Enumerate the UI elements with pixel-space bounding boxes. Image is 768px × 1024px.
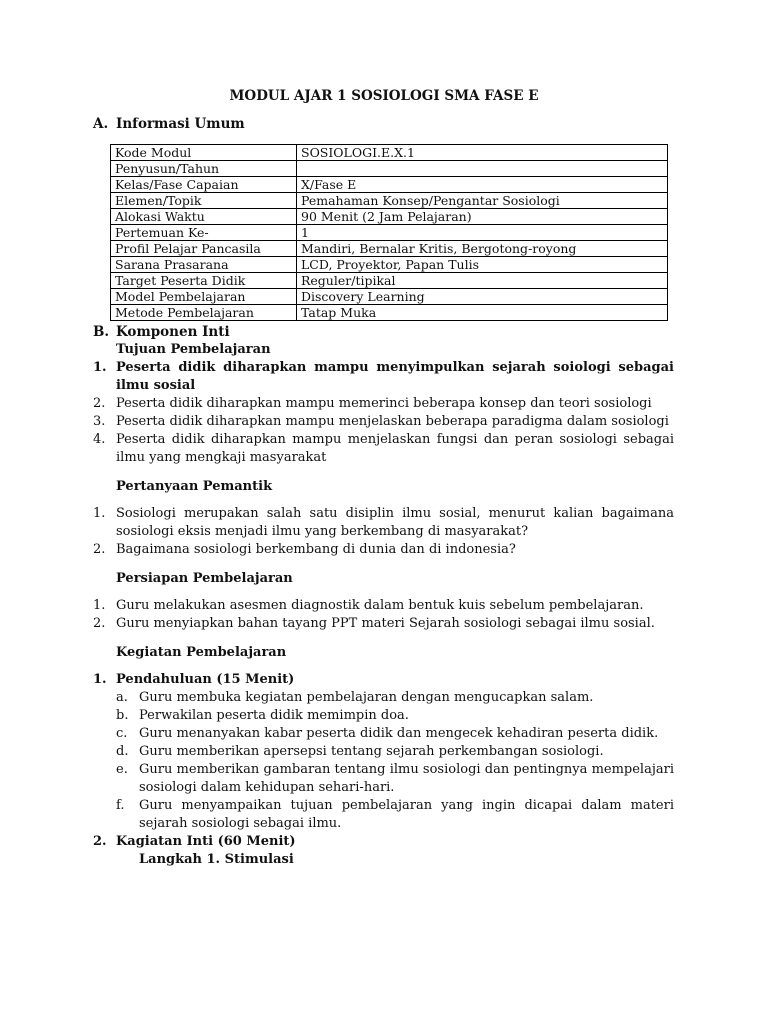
list-item xyxy=(116,743,674,761)
info-value xyxy=(297,161,668,177)
list-item xyxy=(116,725,674,743)
item-letter: d. xyxy=(116,744,129,759)
document-title: MODUL AJAR 1 SOSIOLOGI SMA FASE E xyxy=(229,88,539,104)
item-letter: f. xyxy=(116,798,125,813)
info-key: Elemen/Topik xyxy=(111,193,297,209)
item-number: 3. xyxy=(93,414,106,429)
inti-step-wrap xyxy=(93,851,674,869)
item-text: Guru menanyakan kabar peserta didik dan mengecek kehadiran peserta didik. xyxy=(139,726,659,741)
info-key: Kelas/Fase Capaian xyxy=(111,177,297,193)
info-value: Pemahaman Konsep/Pengantar Sosiologi xyxy=(297,193,668,209)
table-row xyxy=(111,241,668,257)
item-text: Guru melakukan asesmen diagnostik dalam bentuk kuis sebelum pembelajaran. xyxy=(116,598,644,613)
section-b-heading xyxy=(93,323,674,341)
item-text: Guru memberikan gambaran tentang ilmu sosiologi dan pentingnya mempelajari sosiologi dalam kehidupan sehari-hari. xyxy=(139,762,674,795)
inti-list xyxy=(93,833,674,851)
info-value: LCD, Proyektor, Papan Tulis xyxy=(297,257,668,273)
tujuan-heading: Tujuan Pembelajaran xyxy=(116,342,271,357)
item-text: Sosiologi merupakan salah satu disiplin ilmu sosial, menurut kalian bagaimana sosiologi eksis menjadi ilmu yang berkembang di masyarakat? xyxy=(116,506,674,539)
item-number: 1. xyxy=(93,672,107,687)
table-row xyxy=(111,145,668,161)
list-item xyxy=(116,761,674,797)
info-value: 90 Menit (2 Jam Pelajaran) xyxy=(297,209,668,225)
inti-item xyxy=(93,833,674,851)
item-number: 4. xyxy=(93,432,106,447)
pemantik-list xyxy=(93,505,674,559)
list-item xyxy=(93,431,674,467)
table-row xyxy=(111,177,668,193)
list-item xyxy=(116,707,674,725)
section-a-number: A. xyxy=(93,116,109,132)
info-value: Discovery Learning xyxy=(297,289,668,305)
section-b-title: Komponen Inti xyxy=(116,324,230,340)
main-content xyxy=(93,323,674,869)
item-letter: e. xyxy=(116,762,128,777)
section-b-number: B. xyxy=(93,324,110,340)
item-letter: c. xyxy=(116,726,128,741)
table-row xyxy=(111,257,668,273)
list-item xyxy=(93,359,674,395)
info-key: Profil Pelajar Pancasila xyxy=(111,241,297,257)
inti-step: Langkah 1. Stimulasi xyxy=(139,852,294,867)
table-row xyxy=(111,161,668,177)
item-text: Peserta didik diharapkan mampu menjelaskan beberapa paradigma dalam sosiologi xyxy=(116,414,669,429)
item-letter: b. xyxy=(116,708,129,723)
info-key: Target Peserta Didik xyxy=(111,273,297,289)
pemantik-heading: Pertanyaan Pemantik xyxy=(116,479,273,494)
item-text: Guru membuka kegiatan pembelajaran dengan mengucapkan salam. xyxy=(139,690,594,705)
item-number: 1. xyxy=(93,506,106,521)
item-text: Peserta didik diharapkan mampu menjelaskan fungsi dan peran sosiologi sebagai ilmu yang mengkaji masyarakat xyxy=(116,432,674,465)
info-value: X/Fase E xyxy=(297,177,668,193)
section-a-heading xyxy=(93,116,245,132)
item-number: 2. xyxy=(93,616,106,631)
list-item xyxy=(116,689,674,707)
item-number: 1. xyxy=(93,360,107,375)
info-key: Kode Modul xyxy=(111,145,297,161)
item-text: Peserta didik diharapkan mampu memerinci beberapa konsep dan teori sosiologi xyxy=(116,396,652,411)
persiapan-list xyxy=(93,597,674,633)
info-key: Alokasi Waktu xyxy=(111,209,297,225)
item-text: Guru menyampaikan tujuan pembelajaran yang ingin dicapai dalam materi sejarah sosiologi sebagai ilmu. xyxy=(139,798,674,831)
table-row xyxy=(111,193,668,209)
item-text: Guru memberikan apersepsi tentang sejarah perkembangan sosiologi. xyxy=(139,744,604,759)
table-row xyxy=(111,273,668,289)
table-row xyxy=(111,305,668,321)
persiapan-heading: Persiapan Pembelajaran xyxy=(116,571,293,586)
info-value: Reguler/tipikal xyxy=(297,273,668,289)
item-number: 2. xyxy=(93,542,106,557)
table-row xyxy=(111,289,668,305)
info-key: Model Pembelajaran xyxy=(111,289,297,305)
pendahuluan-title: Pendahuluan (15 Menit) xyxy=(116,672,295,687)
item-text: Peserta didik diharapkan mampu menyimpulkan sejarah soiologi sebagai ilmu sosial xyxy=(116,360,674,393)
tujuan-list xyxy=(93,359,674,467)
info-key: Pertemuan Ke- xyxy=(111,225,297,241)
kegiatan-heading: Kegiatan Pembelajaran xyxy=(116,645,287,660)
info-table xyxy=(110,144,668,321)
list-item xyxy=(93,395,674,413)
item-letter: a. xyxy=(116,690,128,705)
info-value: Tatap Muka xyxy=(297,305,668,321)
table-row xyxy=(111,225,668,241)
item-number: 2. xyxy=(93,396,106,411)
info-key: Metode Pembelajaran xyxy=(111,305,297,321)
info-key: Penyusun/Tahun xyxy=(111,161,297,177)
info-key: Sarana Prasarana xyxy=(111,257,297,273)
list-item xyxy=(116,797,674,833)
kegiatan-list xyxy=(93,671,674,689)
info-value: Mandiri, Bernalar Kritis, Bergotong-royong xyxy=(297,241,668,257)
list-item xyxy=(93,615,674,633)
table-row xyxy=(111,209,668,225)
pendahuluan-item xyxy=(93,671,674,689)
pendahuluan-sublist xyxy=(93,689,674,833)
item-number: 1. xyxy=(93,598,106,613)
list-item xyxy=(93,413,674,431)
list-item xyxy=(93,541,674,559)
info-value: SOSIOLOGI.E.X.1 xyxy=(297,145,668,161)
section-a-title: Informasi Umum xyxy=(116,116,245,132)
item-number: 2. xyxy=(93,834,107,849)
item-text: Bagaimana sosiologi berkembang di dunia dan di indonesia? xyxy=(116,542,516,557)
inti-title: Kagiatan Inti (60 Menit) xyxy=(116,834,296,849)
item-text: Perwakilan peserta didik memimpin doa. xyxy=(139,708,409,723)
info-value: 1 xyxy=(297,225,668,241)
item-text: Guru menyiapkan bahan tayang PPT materi Sejarah sosiologi sebagai ilmu sosial. xyxy=(116,616,655,631)
list-item xyxy=(93,597,674,615)
list-item xyxy=(93,505,674,541)
